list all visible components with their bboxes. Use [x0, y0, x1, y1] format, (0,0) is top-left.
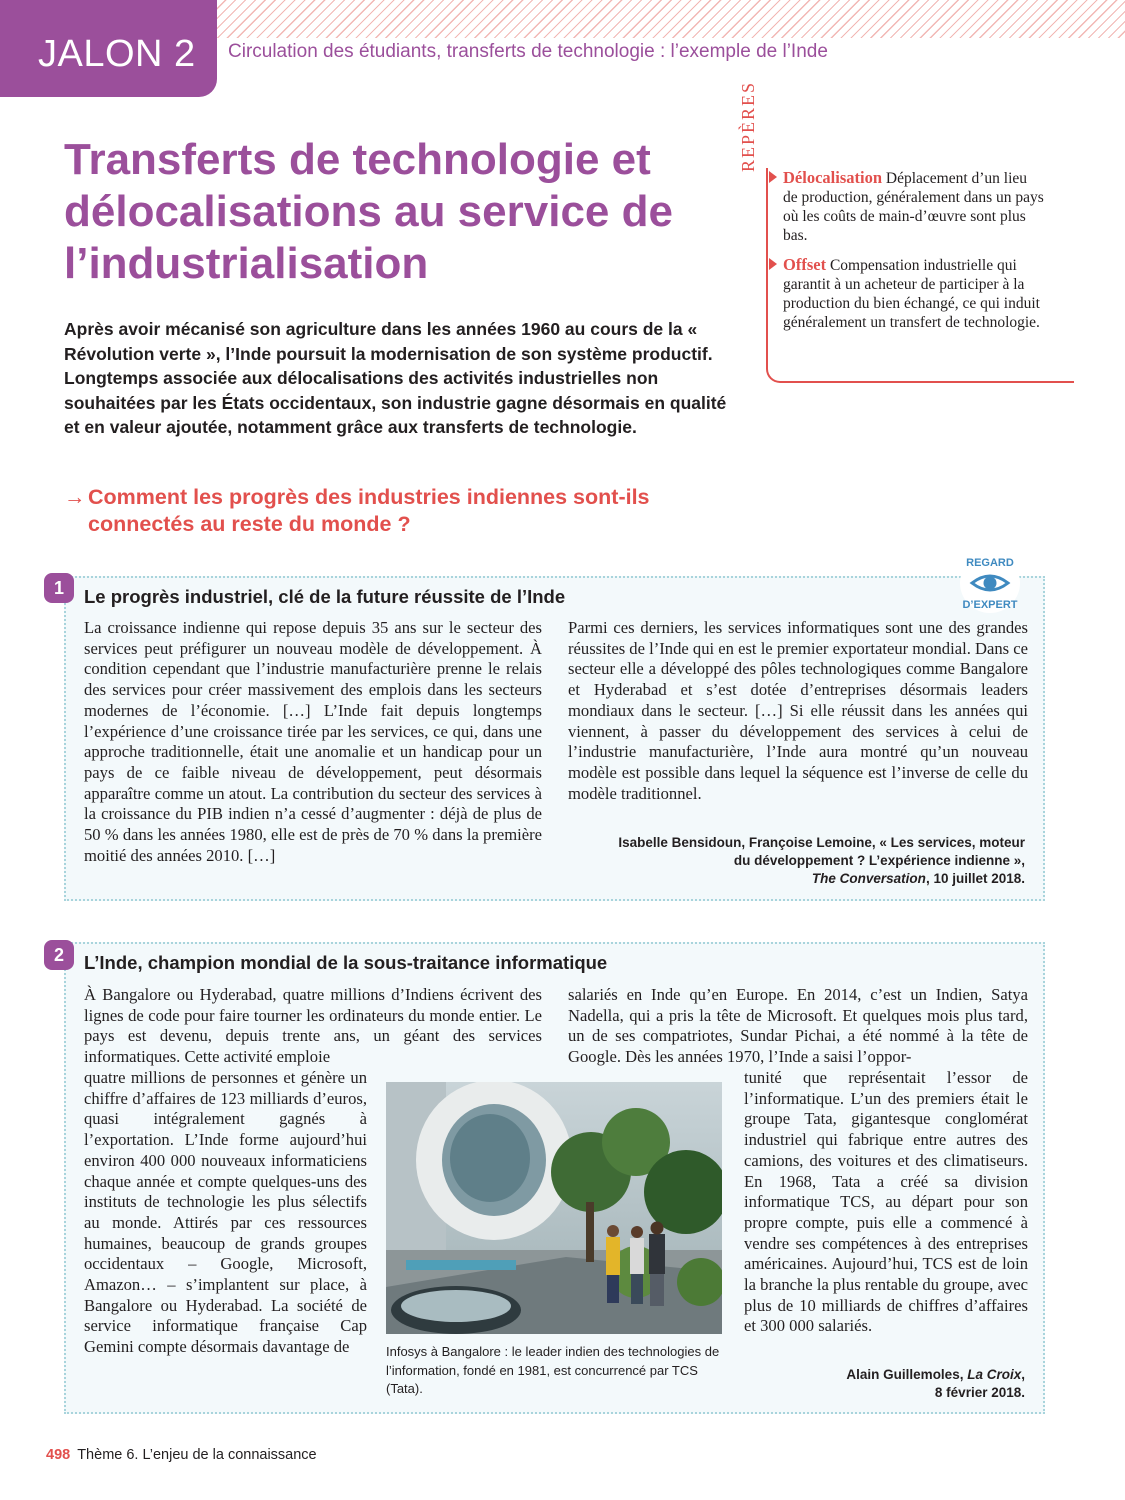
document-1-column-left: La croissance indienne qui repose depuis 35 ans sur le secteur des services peut préfigurer un nouveau modèle de développement. À condition cependant que l’industrie manufacturière prenne le relais des services pour créer massivement des emplois dans les secteurs modernes de l’économie. […] L’Inde fait depuis longtemps l’expérience d’une croissance tirée par les services, ce qui, dans une approche traditionnelle, était une anomalie et un handicap pour un pays de ce faible niveau de développement, peut désormais apparaître comme un atout. La contribution du secteur des services à la croissance du PIB indien n’a cessé d’augmenter : déjà de plus de 50 % dans les années 1980, elle est de près de 70 % dans la première moitié des années 2010. […] — [84, 618, 542, 865]
person-yellow-legs — [607, 1275, 619, 1303]
document-2-column-right-top: salariés en Inde qu’en Europe. En 2014, c’est un Indien, Satya Nadella, qui a pris la tête de Microsoft. Et quelques mois plus tard, un de ses compatriotes, Sundar Pichai, a été nommé à la tête de Google. Dès les années 1970, l’Inde a saisi l’oppor- — [568, 985, 1028, 1067]
repere-definition: Déplacement d’un lieu de production, généralement dans un pays où les coûts de main-d’œuvre sont plus bas. — [783, 170, 1044, 244]
person-head-2 — [631, 1226, 643, 1238]
intro-paragraph: Après avoir mécanisé son agriculture dans les années 1960 au cours de la « Révolution verte », l’Inde poursuit la modernisation de son système productif. Longtemps associée aux délocalisations des activités industrielles non souhaitées par les États occidentaux, son industrie gagne désormais en qualité et en valeur ajoutée, notamment grâce aux transferts de technologie. — [64, 319, 727, 437]
page-footer — [46, 1447, 317, 1463]
tree-trunk — [586, 1202, 594, 1262]
eye-pupil — [984, 577, 997, 590]
person-white — [630, 1238, 644, 1274]
document-2-title: L’Inde, champion mondial de la sous-traitance informatique — [84, 952, 608, 973]
person-dark — [649, 1234, 665, 1274]
repere-item-offset — [783, 255, 1074, 332]
person-head — [607, 1225, 619, 1237]
chapter-subtitle: Circulation des étudiants, transferts de technologie : l’exemple de l’Inde — [217, 38, 850, 73]
pool-water — [401, 1290, 511, 1322]
page-title: Transferts de technologie et délocalisations au service de l’industrialisation — [64, 135, 673, 288]
regard-expert-badge — [952, 552, 1028, 614]
photo-caption: Infosys à Bangalore : le leader indien des technologies de l’information, fondé en 1981, est concurrencé par TCS (Tata). — [386, 1344, 720, 1396]
repere-definition: Compensation industrielle qui garantit à un acheteur de participer à la production du bien échangé, ce qui induit généralement un transfert de technologie. — [783, 257, 1040, 331]
document-2-source: Alain Guillemoles, La Croix, 8 février 2018. — [846, 1367, 1025, 1400]
person-white-legs — [631, 1274, 643, 1304]
jalon-tab: JALON 2 — [0, 0, 217, 97]
glass-dome — [450, 1114, 530, 1202]
reperes-label: REPÈRES — [738, 80, 758, 172]
document-1-source: Isabelle Bensidoun, Françoise Lemoine, « Les services, moteur du développement ? L’expérience indienne », The Conversation, 10 juillet 2018. — [618, 835, 1025, 886]
person-head-3 — [651, 1222, 664, 1235]
document-2-column-left-top: À Bangalore ou Hyderabad, quatre millions d’Indiens écrivent des lignes de code pour faire tourner les ordinateurs du monde entier. Le pays est devenu, depuis trente ans, un géant des services informatiques. Cette activité emploie — [84, 985, 542, 1067]
repere-item-delocalisation — [783, 168, 1074, 245]
document-2-number: 2 — [44, 940, 74, 970]
page-number: 498 — [46, 1447, 71, 1463]
repere-term: Délocalisation — [783, 168, 882, 187]
repere-term: Offset — [783, 255, 827, 274]
problem-question — [64, 484, 704, 538]
footer-theme: Thème 6. L’enjeu de la connaissance — [77, 1447, 317, 1463]
triangle-bullet-icon — [769, 171, 777, 183]
arrow-right-icon: → — [64, 485, 86, 509]
person-dark-legs — [650, 1274, 664, 1306]
document-1-box — [64, 576, 1045, 901]
person-yellow — [606, 1237, 620, 1275]
document-1-column-right: Parmi ces derniers, les services informatiques sont une des grandes réussites de l’Inde qui en est le premier exportateur mondial. Dans ce secteur elle a développé des pôles technologiques comme Bangalore et Hyderabad et s’est dotée d’entreprises désormais leaders mondiaux dans le secteur. […] Si elle réussit dans les années qui viennent, à passer du développement des services à celui de l’industrie manufacturière, l’Inde aura montré qu’un nouveau modèle est possible dans lequel la séquence est l’inverse de celle du modèle traditionnel. — [568, 618, 1028, 803]
document-2-column-left-bottom: quatre millions de personnes et génère un chiffre d’affaires de 123 milliards d’euros, quasi intégralement gagnés à l’exportation. L’Inde forme aujourd’hui environ 400 000 nouveaux informaticiens chaque année et compte quelques-uns des instituts de technologie les plus sélectifs au monde. Attirés par ces ressources humaines, beaucoup de grands groupes occidentaux – Google, Microsoft, Amazon… – s’implantent sur place, à Bangalore ou Hyderabad. La société de service informatique française Cap Gemini compte désormais davantage de — [84, 1068, 367, 1357]
water-fountain — [406, 1260, 516, 1270]
document-1-title: Le progrès industriel, clé de la future réussite de l’Inde — [84, 586, 566, 607]
triangle-bullet-icon — [769, 258, 777, 270]
header-hatch-band — [215, 0, 1125, 38]
question-text: Comment les progrès des industries indiennes sont-ils connectés au reste du monde ? — [88, 485, 650, 536]
document-1-number: 1 — [44, 573, 74, 603]
badge-line1: REGARD — [966, 557, 1014, 569]
badge-line2: D’EXPERT — [962, 599, 1018, 611]
document-2-column-right-bottom: tunité que représentait l’essor de l’informatique. L’un des premiers était le groupe Tata, gigantesque conglomérat industriel qui fabrique entre autres des camions, des voitures et des climatiseurs. En 1968, Tata a créé sa division informatique TCS, au départ pour son propre compte, puis elle a commencé à vendre ses compétences à des entreprises américaines. Aujourd’hui, TCS est de loin la branche la plus rentable du groupe, avec plus de 10 milliards de chiffres d’affaires et 300 000 salariés. — [744, 1068, 1028, 1336]
infosys-photo — [386, 1082, 722, 1334]
reperes-box — [766, 168, 1074, 383]
